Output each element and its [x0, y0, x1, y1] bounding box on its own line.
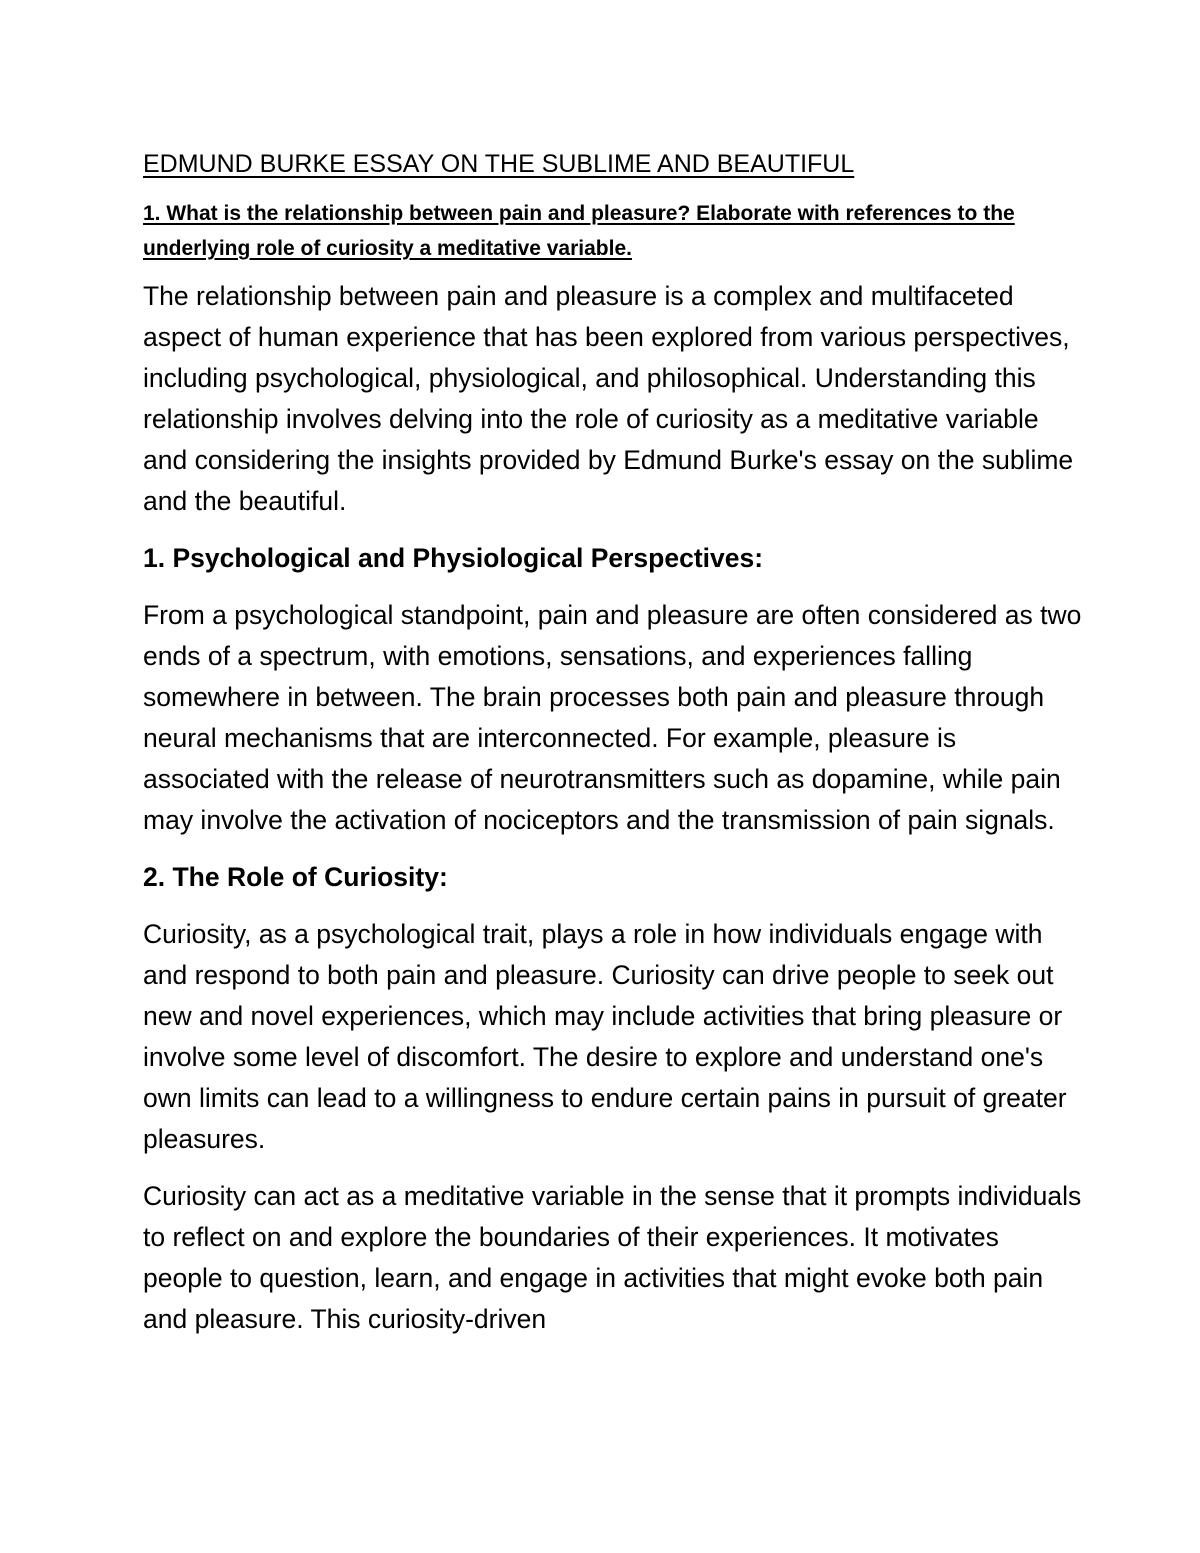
section-heading-psychological: 1. Psychological and Physiological Perspectives: [143, 543, 764, 573]
section-heading-curiosity: 2. The Role of Curiosity: [143, 862, 448, 892]
document-title: EDMUND BURKE ESSAY ON THE SUBLIME AND BEAUTIFUL [143, 150, 855, 178]
section-paragraph-curiosity-1: Curiosity, as a psychological trait, plays a role in how individuals engage with and respond to both pain and pleasure. Curiosity can drive people to seek out new and novel experiences, which may include activities that bring pleasure or involve some level of discomfort. The desire to explore and understand one's own limits can lead to a willingness to endure certain pains in pursuit of greater pleasures. [143, 919, 1067, 1154]
intro-paragraph: The relationship between pain and pleasure is a complex and multifaceted aspect of human experience that has been explored from various perspectives, including psychological, physiological, and philosophical. Understanding this relationship involves delving into the role of curiosity as a meditative variable and considering the insights provided by Edmund Burke's essay on the sublime and the beautiful. [143, 281, 1074, 516]
document-body [143, 142, 1083, 1356]
section-paragraph-curiosity-2: Curiosity can act as a meditative variable in the sense that it prompts individuals to reflect on and explore the boundaries of their experiences. It motivates people to question, learn, and engage in activities that might evoke both pain and pleasure. This curiosity-driven [143, 1181, 1082, 1334]
essay-question: 1. What is the relationship between pain and pleasure? Elaborate with references to the underlying role of curiosity a meditative variable. [143, 202, 1015, 260]
section-paragraph-psychological: From a psychological standpoint, pain and pleasure are often considered as two ends of a spectrum, with emotions, sensations, and experiences falling somewhere in between. The brain processes both pain and pleasure through neural mechanisms that are interconnected. For example, pleasure is associated with the release of neurotransmitters such as dopamine, while pain may involve the activation of nociceptors and the transmission of pain signals. [143, 600, 1082, 835]
